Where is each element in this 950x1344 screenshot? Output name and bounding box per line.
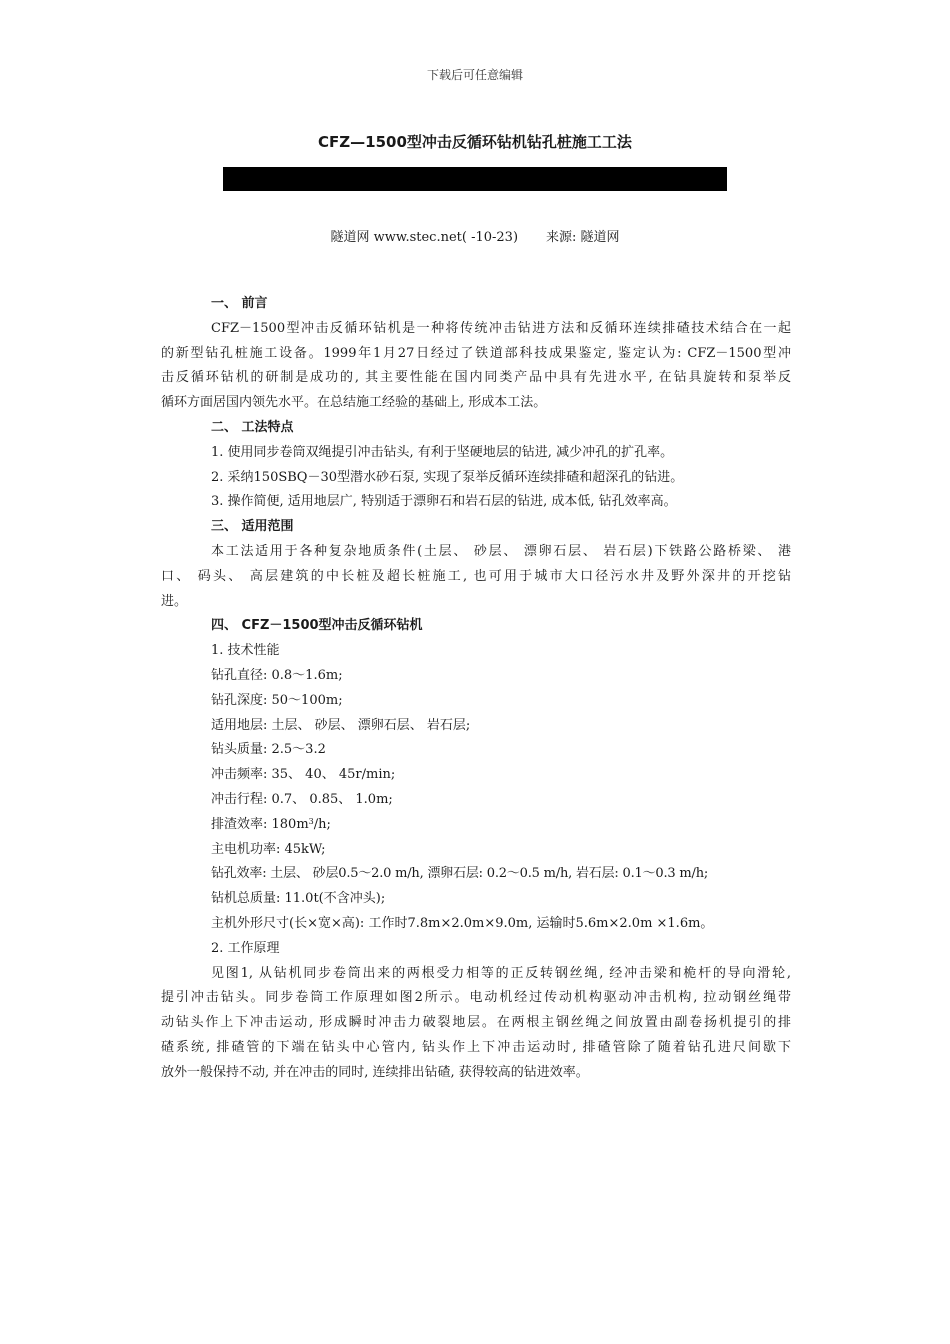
spec-text: /h;	[313, 816, 331, 832]
paragraph-line: 见图1, 从钻机同步卷筒出来的两根受力相等的正反转钢丝绳, 经冲击梁和桅杆的导向滑轮,	[211, 965, 791, 981]
paragraph-line: 放外一般保持不动, 并在冲击的同时, 连续排出钻碴, 获得较高的钻进效率。	[161, 1064, 589, 1080]
paragraph-line: 循环方面居国内领先水平。在总结施工经验的基础上, 形成本工法。	[161, 395, 547, 411]
feature-item: 2. 采纳150SBQ－30型潜水砂石泵, 实现了泵举反循环连续排碴和超深孔的钻进。	[211, 469, 684, 485]
source-origin: 来源: 隧道网	[546, 230, 620, 245]
spec-item-discharge	[161, 813, 791, 838]
paragraph-line: CFZ－1500型冲击反循环钻机是一种将传统冲击钻进方法和反循环连续排碴技术结合在一起	[211, 320, 791, 336]
spec-item: 适用地层: 土层、 砂层、 漂卵石层、 岩石层;	[211, 717, 471, 733]
spec-item: 钻机总质量: 11.0t(不含冲头);	[211, 891, 386, 907]
feature-item: 3. 操作简便, 适用地层广, 特别适于漂卵石和岩石层的钻进, 成本低, 钻孔效率高。	[211, 494, 677, 510]
feature-item: 1. 使用同步卷筒双绳提引冲击钻头, 有利于坚硬地层的钻进, 减少冲孔的扩孔率。	[211, 444, 674, 460]
document-body	[161, 292, 791, 1086]
section-heading-3: 三、 适用范围	[211, 519, 294, 535]
paragraph-line: 击反循环钻机的研制是成功的, 其主要性能在国内同类产品中具有先进水平, 在钻具旋转和泵举反	[161, 370, 791, 386]
spec-item: 主电机功率: 45kW;	[211, 841, 326, 857]
source-site-date: 隧道网 www.stec.net( -10-23)	[330, 230, 519, 245]
spec-item: 钻孔效率: 土层、 砂层0.5～2.0 m/h, 漂卵石层: 0.2～0.5 m/h, 岩石层: 0.1～0.3 m/h;	[211, 866, 709, 882]
paragraph-line: 动钻头作上下冲击运动, 形成瞬时冲击力破裂地层。在两根主钢丝绳之间放置由副卷扬机提引的排	[161, 1015, 791, 1031]
paragraph-line: 提引冲击钻头。同步卷筒工作原理如图2所示。电动机经过传动机构驱动冲击机构, 拉动钢丝绳带	[161, 990, 791, 1006]
paragraph-line: 本工法适用于各种复杂地质条件(土层、 砂层、 漂卵石层、 岩石层)下铁路公路桥梁、 港	[211, 543, 791, 559]
paragraph-line: 碴系统, 排碴管的下端在钻头中心管内, 钻头作上下冲击运动时, 排碴管除了随着钻孔进尺间歇下	[161, 1039, 791, 1055]
paragraph-line: 口、 码头、 高层建筑的中长桩及超长桩施工, 也可用于城市大口径污水井及野外深井的开挖钻	[161, 568, 791, 584]
header-note: 下载后可任意编辑	[426, 68, 523, 82]
spec-text: 排渣效率: 180m	[211, 816, 309, 832]
subheading: 2. 工作原理	[211, 940, 280, 956]
superscript: 3	[308, 816, 314, 826]
section-heading-2: 二、 工法特点	[211, 419, 294, 435]
spec-item: 钻头质量: 2.5～3.2	[211, 742, 326, 758]
paragraph-line: 的新型钻孔桩施工设备。1999年1月27日经过了铁道部科技成果鉴定, 鉴定认为: CFZ－1500型冲	[161, 345, 791, 361]
section-heading-1: 一、 前言	[211, 296, 268, 311]
source-line	[0, 226, 950, 245]
section-heading-4: 四、 CFZ－1500型冲击反循环钻机	[211, 618, 423, 634]
spec-item: 钻孔直径: 0.8～1.6m;	[211, 667, 343, 683]
redaction-bar	[223, 167, 727, 191]
paragraph-line: 进。	[161, 593, 188, 609]
spec-item: 冲击行程: 0.7、 0.85、 1.0m;	[211, 791, 393, 807]
document-title: CFZ—1500型冲击反循环钻机钻孔桩施工工法	[318, 133, 632, 151]
subheading: 1. 技术性能	[211, 643, 280, 659]
spec-item: 冲击频率: 35、 40、 45r/min;	[211, 767, 396, 783]
spec-item: 钻孔深度: 50～100m;	[211, 692, 343, 708]
spec-item: 主机外形尺寸(长×宽×高): 工作时7.8m×2.0m×9.0m, 运输时5.6m×2.0m ×1.6m。	[211, 915, 714, 931]
